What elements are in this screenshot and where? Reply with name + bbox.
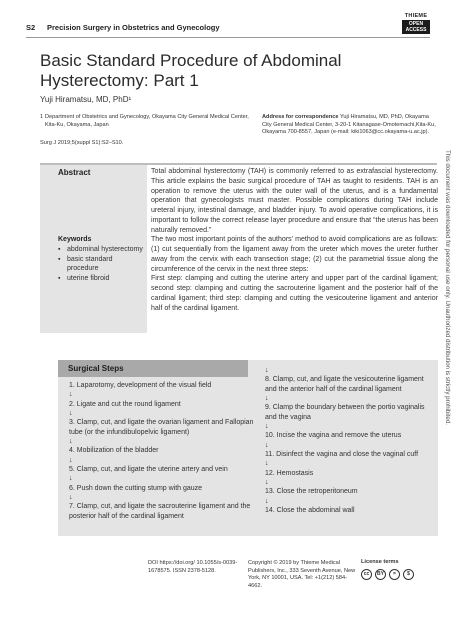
step-arrow: ↓ [69, 456, 73, 464]
thieme-open-access-logo [402, 13, 430, 34]
affiliation-number: 1 [40, 114, 44, 120]
logo-line2: ACCESS [405, 27, 427, 33]
page-number: S2 [26, 23, 36, 32]
surgical-steps-heading: Surgical Steps [68, 364, 124, 373]
surgical-steps-header [58, 360, 248, 377]
correspondence-text: Yuji Hiramatsu, MD, PhD, Okayama City General Medical Center, 3-20-1 Kitanagase-Omotemachi,Kita-Ku, Okayama 700-8557, Japan (e-mail: kiki1063@cc.okayama-u.ac.jp). [262, 114, 436, 136]
step-line: 6. Push down the cutting stump with gauze [69, 484, 203, 492]
step-line: 8. Clamp, cut, and ligate the vesicouterine ligament and the anterior half of the cardinal ligament [265, 376, 424, 393]
article-title: Basic Standard Procedure of Abdominal Hysterectomy: Part 1 [40, 51, 342, 90]
step-line: 3. Clamp, cut, and ligate the ovarian ligament and Fallopian tube (or the infundibulopelvic ligament) [69, 419, 254, 436]
keywords-heading: Keywords [58, 236, 92, 243]
header-rule [26, 37, 430, 38]
abstract-paragraph: Total abdominal hysterectomy (TAH) is commonly referred to as extrafascial hysterectomy. This article explains the basic surgical procedure of TAH as taught to residents. TAH is an operation to remove the uterus with the outer wall of the uterus, and is a fundamental operation that gynecologists must master. Possible complications during TAH include ureteral injury, intestinal damage, and bladder injury. To avoid operative complications, it is important to follow the correct release layer procedure and ensure that “the uterus has been naturally removed.” [151, 168, 438, 234]
logo-line1: OPEN [408, 21, 424, 27]
cc-by-icon: BY [375, 569, 386, 580]
step-arrow: ↓ [69, 438, 73, 446]
keyword-item: ▪ uterine fibroid [58, 274, 144, 284]
step-arrow: ↓ [265, 460, 269, 468]
step-line: 7. Clamp, cut, and ligate the sacrouterine ligament and the posterior half of the cardinal ligament [69, 503, 251, 520]
correspondence-label: Address for correspondence [262, 114, 339, 120]
article-authors: Yuji Hiramatsu, MD, PhD¹ [40, 95, 132, 104]
step-arrow: ↓ [69, 410, 73, 418]
abstract-body [151, 167, 438, 313]
keyword-item: ▪ abdominal hysterectomy [58, 245, 144, 255]
license-title: License terms [361, 559, 399, 565]
steps-left-column [69, 381, 259, 521]
keywords-list [58, 245, 144, 284]
step-line: 2. Ligate and cut the round ligament [69, 400, 181, 408]
abstract-heading: Abstract [58, 168, 91, 177]
journal-title: Precision Surgery in Obstetrics and Gynecology [47, 23, 220, 32]
cc-nc-icon: $ [403, 569, 414, 580]
step-arrow: ↓ [69, 494, 73, 502]
step-arrow: ↓ [69, 391, 73, 399]
step-line: 13. Close the retroperitoneum [265, 488, 358, 496]
abstract-paragraph: First step: clamping and cutting the uterine artery and upper part of the cardinal ligament; second step: clamping and cutting the sacrouterine ligament and the posterior half of the cardinal ligament; third step: clamping and cutting the vesicouterine ligament and anterior half of the cardinal ligament. [151, 275, 438, 312]
step-line: 4. Mobilization of the bladder [69, 447, 159, 455]
step-line: 12. Hemostasis [265, 469, 314, 477]
correspondence [262, 114, 437, 137]
logo-top-text: THIEME [404, 13, 428, 19]
copyright-info: Copyright © 2019 by Thieme Medical Publishers, Inc., 333 Seventh Avenue, New York, NY 10001, USA. Tel: +1(212) 584-4662. [248, 560, 356, 589]
steps-right-column [265, 366, 435, 516]
cc-icon: cc [361, 569, 372, 580]
step-arrow: ↓ [265, 423, 269, 431]
step-arrow: ↓ [69, 475, 73, 483]
cc-nd-icon: = [389, 569, 400, 580]
cc-license-icons [361, 569, 433, 580]
step-arrow: ↓ [265, 479, 269, 487]
step-arrow: ↓ [265, 441, 269, 449]
affiliation [40, 114, 252, 129]
step-arrow: ↓ [265, 497, 269, 505]
doi-info: DOI https://doi.org/ 10.1055/s-0039-1678575. ISSN 2378-5128. [148, 560, 238, 574]
step-arrow: ↓ [265, 367, 269, 374]
step-line: 5. Clamp, cut, and ligate the uterine artery and vein [69, 466, 228, 474]
step-line: 9. Clamp the boundary between the portio vaginalis and the vagina [265, 404, 425, 421]
citation: Surg J 2019;5(suppl S1):S2–S10. [40, 140, 124, 146]
affiliation-text: Department of Obstetrics and Gynecology, Okayama City General Medical Center, Kita-Ku, Okayama, Japan [45, 114, 249, 128]
side-download-notice: This document was downloaded for personal use only. Unauthorized distribution is strictly prohibited. [444, 150, 451, 426]
step-line: 11. Disinfect the vagina and close the vaginal cuff [265, 451, 419, 459]
keyword-item: ▪ basic standard procedure [58, 255, 144, 274]
step-arrow: ↓ [265, 395, 269, 403]
step-line: 10. Incise the vagina and remove the uterus [265, 432, 402, 440]
step-line: 1. Laparotomy, development of the visual field [69, 382, 212, 389]
logo-box [402, 20, 430, 34]
abstract-paragraph: The two most important points of the authors’ method to avoid complications are as follows: (1) cut sequentially from the ligament away from the ureter which moves the ureter further away from the cervix with each transection stage; (2) cut the parametrial tissue along the circumference of the cervix in the next three steps: [151, 236, 438, 273]
license-terms [361, 559, 433, 580]
step-line: 14. Close the abdominal wall [265, 507, 355, 515]
